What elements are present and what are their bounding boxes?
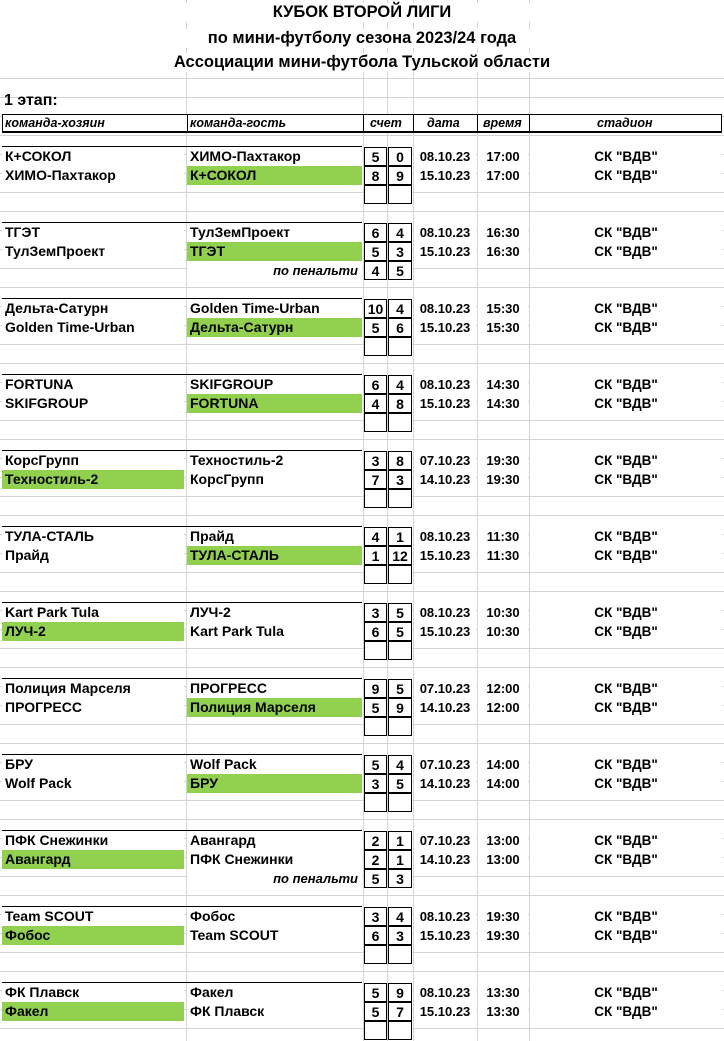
match-time: 10:30 [478,603,528,622]
stadium: СК "ВДВ" [530,223,722,242]
stadium: СК "ВДВ" [530,299,722,318]
empty-score-cell [388,337,412,356]
empty-score-cell [388,565,412,584]
score-home: 4 [364,527,387,546]
header-date: дата [427,116,460,130]
empty-score-cell [388,413,412,432]
match-date: 07.10.23 [414,451,476,470]
home-team: ПРОГРЕСС [2,698,184,717]
guest-team: ТУЛА-СТАЛЬ [187,546,362,565]
score-guest: 8 [388,451,412,470]
score-home: 4 [364,394,387,413]
match-date: 08.10.23 [414,299,476,318]
score-home: 8 [364,166,387,185]
header-stadium: стадион [597,116,653,130]
score-home: 5 [364,755,387,774]
score-home: 5 [364,983,387,1002]
stadium: СК "ВДВ" [530,983,722,1002]
score-guest: 0 [388,147,412,166]
match-time: 13:00 [478,831,528,850]
penalty-label: по пенальти [187,869,362,888]
guest-team: Факел [187,983,362,1002]
stadium: СК "ВДВ" [530,375,722,394]
penalty-score-home: 4 [364,261,387,280]
score-home: 6 [364,622,387,641]
guest-team: FORTUNA [187,394,362,413]
match-date: 15.10.23 [414,318,476,337]
title-line-2: по мини-футболу сезона 2023/24 года [0,29,724,48]
stadium: СК "ВДВ" [530,166,722,185]
stadium: СК "ВДВ" [530,755,722,774]
match-date: 08.10.23 [414,527,476,546]
match-date: 15.10.23 [414,546,476,565]
grid-row-line [0,78,724,79]
home-team: Дельта-Сатурн [2,299,184,318]
stadium: СК "ВДВ" [530,698,722,717]
score-home: 5 [364,318,387,337]
home-team: Team SCOUT [2,907,184,926]
match-date: 08.10.23 [414,147,476,166]
guest-team: Авангард [187,831,362,850]
grid-row-line [0,496,724,497]
match-time: 13:30 [478,983,528,1002]
grid-row-line [0,819,724,820]
match-time: 15:30 [478,318,528,337]
score-home: 3 [364,451,387,470]
score-guest: 3 [388,242,412,261]
match-time: 19:30 [478,470,528,489]
stadium: СК "ВДВ" [530,831,722,850]
grid-row-line [0,287,724,288]
header-divider [187,115,188,132]
stadium: СК "ВДВ" [530,907,722,926]
penalty-label: по пенальти [187,261,362,280]
empty-score-cell [364,413,387,432]
empty-score-cell [364,945,387,964]
grid-row-line [0,895,724,896]
score-guest: 4 [388,755,412,774]
guest-team: ЛУЧ-2 [187,603,362,622]
guest-team: Wolf Pack [187,755,362,774]
match-date: 07.10.23 [414,679,476,698]
score-home: 2 [364,831,387,850]
empty-score-cell [364,641,387,660]
home-team: Факел [2,1002,184,1021]
stadium: СК "ВДВ" [530,1002,722,1021]
match-time: 14:30 [478,394,528,413]
home-team: К+СОКОЛ [2,147,184,166]
stadium: СК "ВДВ" [530,850,722,869]
empty-score-cell [388,945,412,964]
match-time: 12:00 [478,698,528,717]
guest-team: SKIFGROUP [187,375,362,394]
score-guest: 1 [388,831,412,850]
stadium: СК "ВДВ" [530,774,722,793]
match-time: 12:00 [478,679,528,698]
guest-team: Прайд [187,527,362,546]
empty-score-cell [388,793,412,812]
grid-row-line [0,363,724,364]
guest-team: ТулЗемПроект [187,223,362,242]
match-date: 14.10.23 [414,698,476,717]
match-time: 16:30 [478,223,528,242]
match-time: 19:30 [478,451,528,470]
table-header [2,114,722,133]
match-date: 08.10.23 [414,375,476,394]
guest-team: ФК Плавск [187,1002,362,1021]
grid-row-line [0,572,724,573]
grid-row-line [0,439,724,440]
match-time: 16:30 [478,242,528,261]
stadium: СК "ВДВ" [530,242,722,261]
title-line-3: Ассоциации мини-футбола Тульской области [0,53,724,72]
grid-row-line [0,591,724,592]
score-guest: 9 [388,983,412,1002]
penalty-score-home: 5 [364,869,387,888]
grid-row-line [0,724,724,725]
stadium: СК "ВДВ" [530,926,722,945]
grid-row-line [0,135,724,136]
penalty-score-guest: 5 [388,261,412,280]
header-divider [363,115,364,132]
home-team: КорсГрупп [2,451,184,470]
home-team: ТулЗемПроект [2,242,184,261]
empty-score-cell [364,793,387,812]
header-home: команда-хозяин [5,116,105,130]
guest-team: Kart Park Tula [187,622,362,641]
home-team: Фобос [2,926,184,945]
grid-row-line [0,97,724,98]
grid-row-line [0,420,724,421]
home-team: БРУ [2,755,184,774]
score-home: 6 [364,375,387,394]
match-time: 13:30 [478,1002,528,1021]
score-guest: 8 [388,394,412,413]
stadium: СК "ВДВ" [530,318,722,337]
match-time: 15:30 [478,299,528,318]
match-time: 10:30 [478,622,528,641]
header-time: время [483,116,522,130]
score-home: 9 [364,679,387,698]
home-team: ТУЛА-СТАЛЬ [2,527,184,546]
match-date: 14.10.23 [414,470,476,489]
grid-row-line [0,743,724,744]
stadium: СК "ВДВ" [530,470,722,489]
home-team: Kart Park Tula [2,603,184,622]
score-guest: 9 [388,698,412,717]
grid-row-line [0,1028,724,1029]
grid-row-line [0,971,724,972]
grid-row-line [0,192,724,193]
score-guest: 12 [388,546,412,565]
grid-row-line [0,800,724,801]
score-guest: 4 [388,907,412,926]
home-team: Полиция Марселя [2,679,184,698]
match-time: 19:30 [478,926,528,945]
score-home: 3 [364,603,387,622]
match-time: 11:30 [478,546,528,565]
match-date: 14.10.23 [414,774,476,793]
stadium: СК "ВДВ" [530,622,722,641]
guest-team: ПФК Снежинки [187,850,362,869]
stadium: СК "ВДВ" [530,603,722,622]
match-date: 08.10.23 [414,983,476,1002]
stage-label: 1 этап: [4,92,58,109]
stadium: СК "ВДВ" [530,394,722,413]
stadium: СК "ВДВ" [530,527,722,546]
match-date: 07.10.23 [414,755,476,774]
guest-team: К+СОКОЛ [187,166,362,185]
empty-score-cell [364,717,387,736]
score-home: 3 [364,907,387,926]
title-line-1: КУБОК ВТОРОЙ ЛИГИ [0,3,724,22]
home-team: Техностиль-2 [2,470,184,489]
penalty-score-guest: 3 [388,869,412,888]
empty-score-cell [364,337,387,356]
guest-team: ХИМО-Пахтакор [187,147,362,166]
empty-score-cell [388,1021,412,1040]
match-time: 14:00 [478,774,528,793]
empty-score-cell [364,185,387,204]
score-guest: 5 [388,622,412,641]
empty-score-cell [364,489,387,508]
score-guest: 5 [388,679,412,698]
match-time: 14:00 [478,755,528,774]
score-guest: 4 [388,299,412,318]
guest-team: Полиция Марселя [187,698,362,717]
empty-score-cell [388,717,412,736]
match-date: 08.10.23 [414,223,476,242]
score-guest: 3 [388,926,412,945]
empty-score-cell [364,1021,387,1040]
guest-team: ТГЭТ [187,242,362,261]
header-guest: команда-гость [190,116,287,130]
score-home: 6 [364,223,387,242]
match-date: 08.10.23 [414,907,476,926]
score-home: 3 [364,774,387,793]
score-home: 10 [364,299,387,318]
home-team: Прайд [2,546,184,565]
home-team: Wolf Pack [2,774,184,793]
stadium: СК "ВДВ" [530,546,722,565]
score-guest: 1 [388,527,412,546]
match-date: 15.10.23 [414,394,476,413]
home-team: FORTUNA [2,375,184,394]
guest-team: ПРОГРЕСС [187,679,362,698]
match-time: 11:30 [478,527,528,546]
score-home: 5 [364,147,387,166]
score-home: 2 [364,850,387,869]
score-home: 5 [364,698,387,717]
match-time: 17:00 [478,147,528,166]
match-time: 19:30 [478,907,528,926]
score-guest: 4 [388,375,412,394]
guest-team: Golden Time-Urban [187,299,362,318]
grid-row-line [0,952,724,953]
score-home: 7 [364,470,387,489]
guest-team: БРУ [187,774,362,793]
score-home: 5 [364,1002,387,1021]
match-date: 15.10.23 [414,926,476,945]
score-guest: 5 [388,774,412,793]
header-divider [529,115,530,132]
match-time: 14:30 [478,375,528,394]
empty-score-cell [388,489,412,508]
grid-row-line [0,667,724,668]
stadium: СК "ВДВ" [530,451,722,470]
guest-team: Team SCOUT [187,926,362,945]
home-team: ЛУЧ-2 [2,622,184,641]
header-divider [413,115,414,132]
empty-score-cell [388,185,412,204]
score-home: 1 [364,546,387,565]
empty-score-cell [364,565,387,584]
header-divider [477,115,478,132]
match-date: 14.10.23 [414,850,476,869]
score-guest: 9 [388,166,412,185]
grid-row-line [0,515,724,516]
home-team: ХИМО-Пахтакор [2,166,184,185]
score-guest: 5 [388,603,412,622]
stadium: СК "ВДВ" [530,679,722,698]
home-team: ТГЭТ [2,223,184,242]
match-date: 15.10.23 [414,166,476,185]
guest-team: Техностиль-2 [187,451,362,470]
match-date: 07.10.23 [414,831,476,850]
score-home: 5 [364,242,387,261]
home-team: Авангард [2,850,184,869]
home-team: ФК Плавск [2,983,184,1002]
score-guest: 3 [388,470,412,489]
match-time: 17:00 [478,166,528,185]
grid-row-line [0,211,724,212]
guest-team: КорсГрупп [187,470,362,489]
guest-team: Дельта-Сатурн [187,318,362,337]
grid-row-line [0,876,724,877]
empty-score-cell [388,641,412,660]
home-team: Golden Time-Urban [2,318,184,337]
stadium: СК "ВДВ" [530,147,722,166]
score-guest: 4 [388,223,412,242]
match-date: 15.10.23 [414,242,476,261]
home-team: ПФК Снежинки [2,831,184,850]
guest-team: Фобос [187,907,362,926]
match-time: 13:00 [478,850,528,869]
grid-row-line [0,344,724,345]
match-date: 15.10.23 [414,622,476,641]
score-home: 6 [364,926,387,945]
header-score: счет [370,116,402,130]
score-guest: 1 [388,850,412,869]
score-guest: 7 [388,1002,412,1021]
home-team: SKIFGROUP [2,394,184,413]
match-date: 15.10.23 [414,1002,476,1021]
score-guest: 6 [388,318,412,337]
grid-row-line [0,268,724,269]
match-date: 08.10.23 [414,603,476,622]
grid-row-line [0,648,724,649]
